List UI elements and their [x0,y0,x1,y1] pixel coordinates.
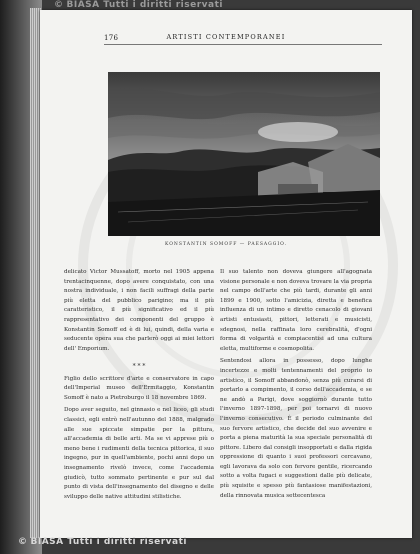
illustration-caption: KONSTANTIN SOMOFF — PAESAGGIO. [164,242,288,247]
running-title: ARTISTI CONTEMPORANEI [166,33,286,41]
right-paragraph-2: Sentendosi allora in possesso, dopo lunghe incertezze e molti tentennamenti del proprio io artistico, il Somoff abbandonò, senza più curarsi di portarlo a compimento, il corso dell'accademia, e se ne andò a Parigi, dove soggiornò durante tutto l'inverno 1897-1898, per poi tornarvi di nuovo l'inverno consecutivo. È il periodo culminante del suo fervore artistico, che decide del suo avvenire e porta a piena maturità la sua speciale personalità di pittore. Libero dal consigli insopportati e dalla rigida oppressione di quanto i suoi professori cercavano, egli lavorava da solo con fervore gentile, ricercando sotto a volta fugaci e suggestioni dalle più delicate, più squisite e spesso più fantasiose manifestazioni, della rinnovata musica settecentesca [220,358,372,499]
copyright-icon: © [18,537,28,547]
copyright-text-bottom: BIASA Tutti i diritti riservati [30,537,187,547]
landscape-image [108,72,380,236]
header-rule [104,44,382,45]
copyright-stamp-top [54,0,223,10]
copyright-icon: © [54,0,64,10]
left-paragraph-continued: delicato Victor Mussatoff, morto nel 1905 appena trentacinquenne, dopo avere conquistato, con una nostra individuale, i non facili suffragi della parte più eletta del pubblico parigino; ma il più caratteristico, il più significativo ed il più rappresentativo dei componenti del gruppo è Konstantin Somoff ed è di lui, quindi, della varia e seducente opera sua che parlerò oggi ai miei lettori dell' Emporium. [64,269,214,352]
page-number: 176 [104,34,119,42]
left-column-lower [64,357,214,505]
right-column [220,268,372,501]
section-ornament: * * * [132,363,146,370]
landscape-illustration [108,72,380,236]
copyright-stamp-bottom [18,537,187,547]
left-paragraph-2: Dopo aver seguito, nel ginnasio e nel liceo, gli studi classici, egli entrò nell'autunno del 1888, malgrado alle sue spiccate simpatie per la pittura, all'accademia di belle arti. Ma se vi apprese più o meno bene i rudimenti della tecnica pittorica, il suo ingegno, pur in quell'ambiente, pochi anni dopo un insegnamento rivelò invece, come l'accademia giudicò, tutto sommato pertinente e pur sul dal punto di vista dell'insegnamento del disegno e delle sviluppo delle native attitudini stilistiche. [64,407,214,500]
left-column [64,268,214,354]
left-paragraph-1: Figlio dello scrittore d'arte e conservatore in capo dell'Imperial museo dell'Ermitaggio, Konstantin Somoff è nato a Pietroburgo il 18 novembre 1869. [64,375,214,401]
right-paragraph-1: Il suo talento non doveva giungere all'agognata visione personale e non doveva trovare la via propria nel campo dell'arte che più tardi, durante gli anni 1899 e 1900, sotto l'amicizia, diretta e benefica influenza di un intimo e diretto cenacolo di giovani artisti entusiasti, pittori, letterati e musicisti, sdegnosi, nella raffinata loro cerebralità, d'ogni forma di volgarità e compiacentisi ad una cultura eletta, multiforme e cosmopolita. [220,269,372,352]
copyright-text-top: BIASA Tutti i diritti riservati [66,0,223,10]
